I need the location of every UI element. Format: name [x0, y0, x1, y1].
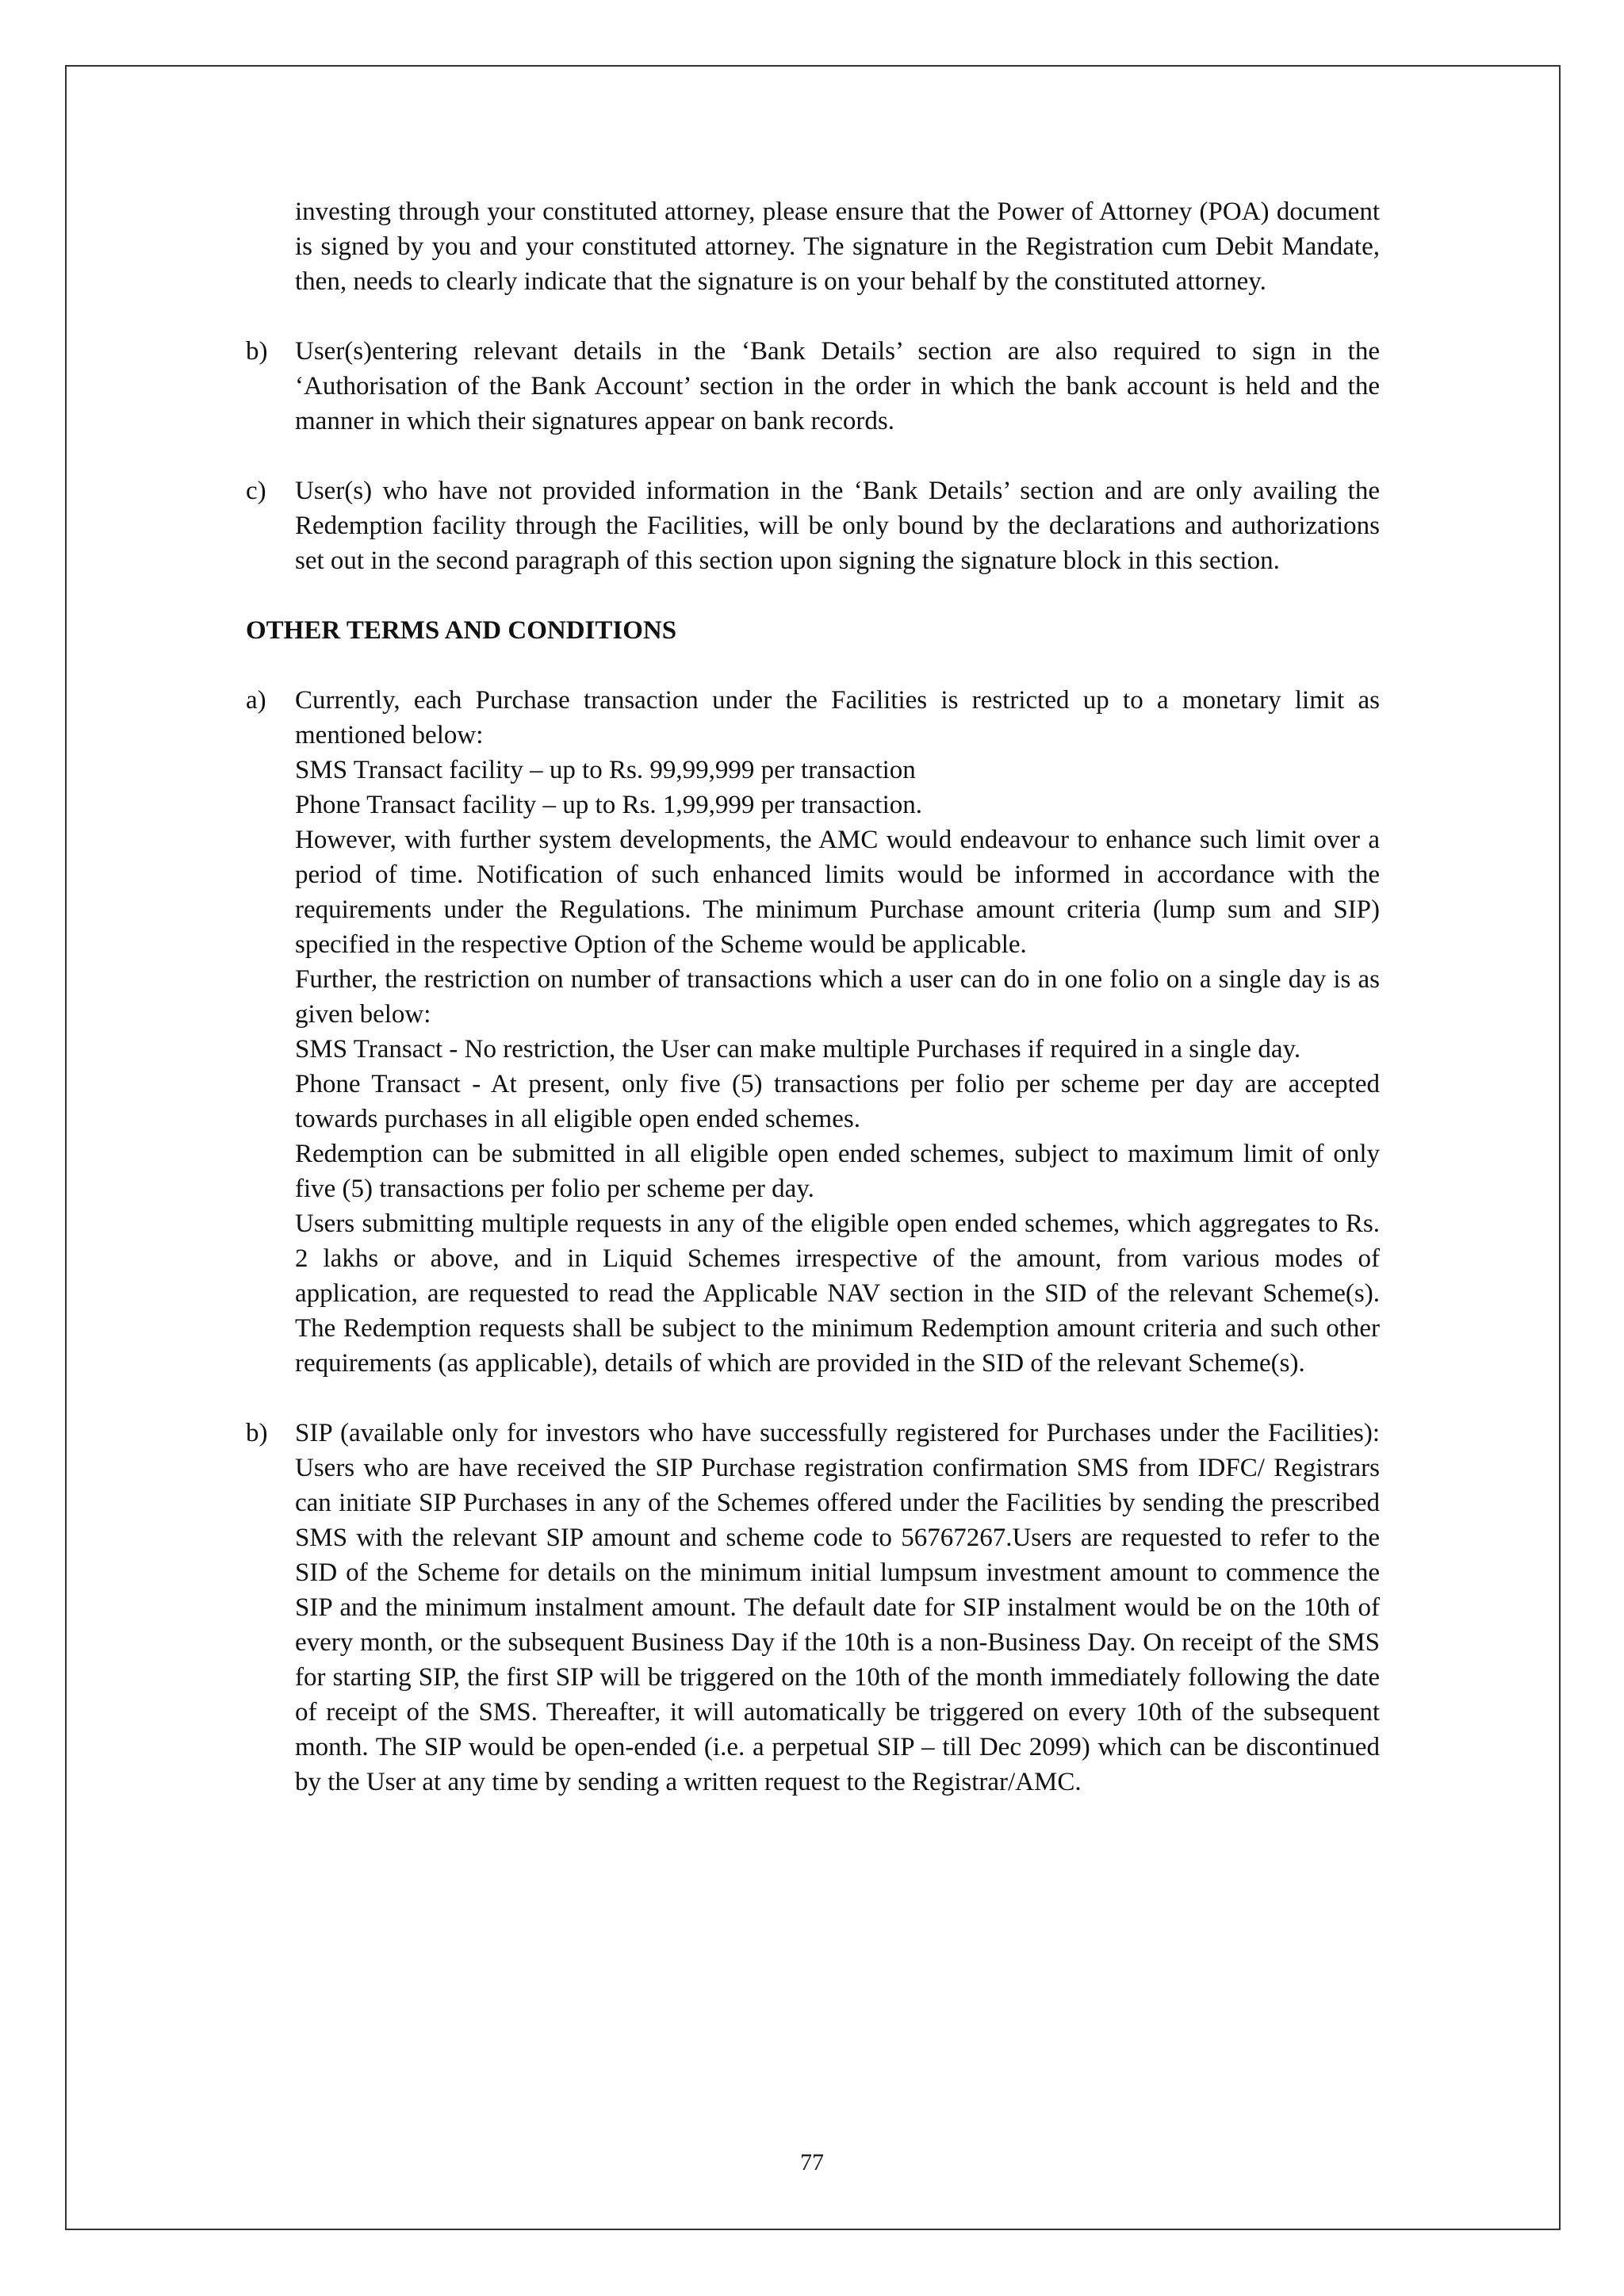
list-item-marker: c) [246, 477, 266, 505]
terms-a-restriction-intro: Further, the restriction on number of transactions which a user can do in one folio on a single day is as given below: [295, 965, 1380, 1029]
terms-a-redemption: Redemption can be submitted in all eligible open ended schemes, subject to maximum limit of only five (5) transactions per folio per scheme per day. [295, 1140, 1380, 1203]
list-item-text: User(s) who have not provided information in the ‘Bank Details’ section and are only availing the Redemption facility through the Facilities, will be only bound by the declarations and authorizations set out in the second paragraph of this section upon signing the signature block in this section. [295, 477, 1380, 575]
list-item-marker: b) [246, 337, 268, 366]
terms-a-enhancement: However, with further system developments, the AMC would endeavour to enhance such limit over a period of time. Notification of such enhanced limits would be informed in accordance with the requirements under the Regulations. The minimum Purchase amount criteria (lump sum and SIP) specified in the respective Option of the Scheme would be applicable. [295, 826, 1380, 959]
spacer [246, 578, 1380, 613]
section-heading: OTHER TERMS AND CONDITIONS [246, 616, 677, 645]
spacer [246, 299, 1380, 334]
continuation-paragraph: investing through your constituted attorney, please ensure that the Power of Attorney (POA) document is signed by you and your constituted attorney. The signature in the Registration cum Debit Mandate, then, needs to clearly indicate that the signature is on your behalf by the constituted attorney. [295, 197, 1380, 296]
list-item-marker: b) [246, 1419, 268, 1447]
terms-item-a-limits [246, 683, 1380, 1381]
list-item-text: User(s)entering relevant details in the ‘Bank Details’ section are also required to sign in the ‘Authorisation of the Bank Account’ section in the order in which the bank account is held and the manner in which their signatures appear on bank records. [295, 337, 1380, 435]
spacer [246, 439, 1380, 473]
terms-a-intro: Currently, each Purchase transaction under the Facilities is restricted up to a monetary limit as mentioned below: [295, 686, 1380, 749]
spacer [246, 648, 1380, 683]
terms-a-phone-restriction: Phone Transact - At present, only five (5) transactions per folio per scheme per day are accepted towards purchases in all eligible open ended schemes. [295, 1070, 1380, 1133]
terms-b-text: SIP (available only for investors who have successfully registered for Purchases under the Facilities): Users who are have received the SIP Purchase registration confirmation SMS from IDFC/ Registrars can initiate SIP Purchases in any of the Schemes offered under the Facilities by sending the prescribed SMS with the relevant SIP amount and scheme code to 56767267.Users are requested to refer to the SID of the Scheme for details on the minimum initial lumpsum investment amount to commence the SIP and the minimum instalment amount. The default date for SIP instalment would be on the 10th of every month, or the subsequent Business Day if the 10th is a non-Business Day. On receipt of the SMS for starting SIP, the first SIP will be triggered on the 10th of the month immediately following the date of receipt of the SMS. Thereafter, it will automatically be triggered on every 10th of the subsequent month. The SIP would be open-ended (i.e. a perpetual SIP – till Dec 2099) which can be discontinued by the User at any time by sending a written request to the Registrar/AMC. [295, 1419, 1380, 1796]
document-body [246, 194, 1380, 1800]
spacer [246, 1381, 1380, 1416]
terms-a-multiple-requests: Users submitting multiple requests in any of the eligible open ended schemes, which aggregates to Rs. 2 lakhs or above, and in Liquid Schemes irrespective of the amount, from various modes of application, are requested to read the Applicable NAV section in the SID of the relevant Scheme(s). The Redemption requests shall be subject to the minimum Redemption amount criteria and such other requirements (as applicable), details of which are provided in the SID of the relevant Scheme(s). [295, 1209, 1380, 1378]
page-number: 77 [800, 2149, 824, 2175]
list-item-c-redemption-only [246, 473, 1380, 578]
list-item-marker: a) [246, 686, 266, 715]
terms-a-sms-limit: SMS Transact facility – up to Rs. 99,99,999 per transaction [295, 756, 916, 784]
terms-item-b-sip [246, 1416, 1380, 1800]
terms-a-sms-restriction: SMS Transact - No restriction, the User can make multiple Purchases if required in a single day. [295, 1035, 1301, 1064]
list-item-b-bank-details [246, 334, 1380, 439]
terms-a-phone-limit: Phone Transact facility – up to Rs. 1,99,999 per transaction. [295, 791, 922, 819]
